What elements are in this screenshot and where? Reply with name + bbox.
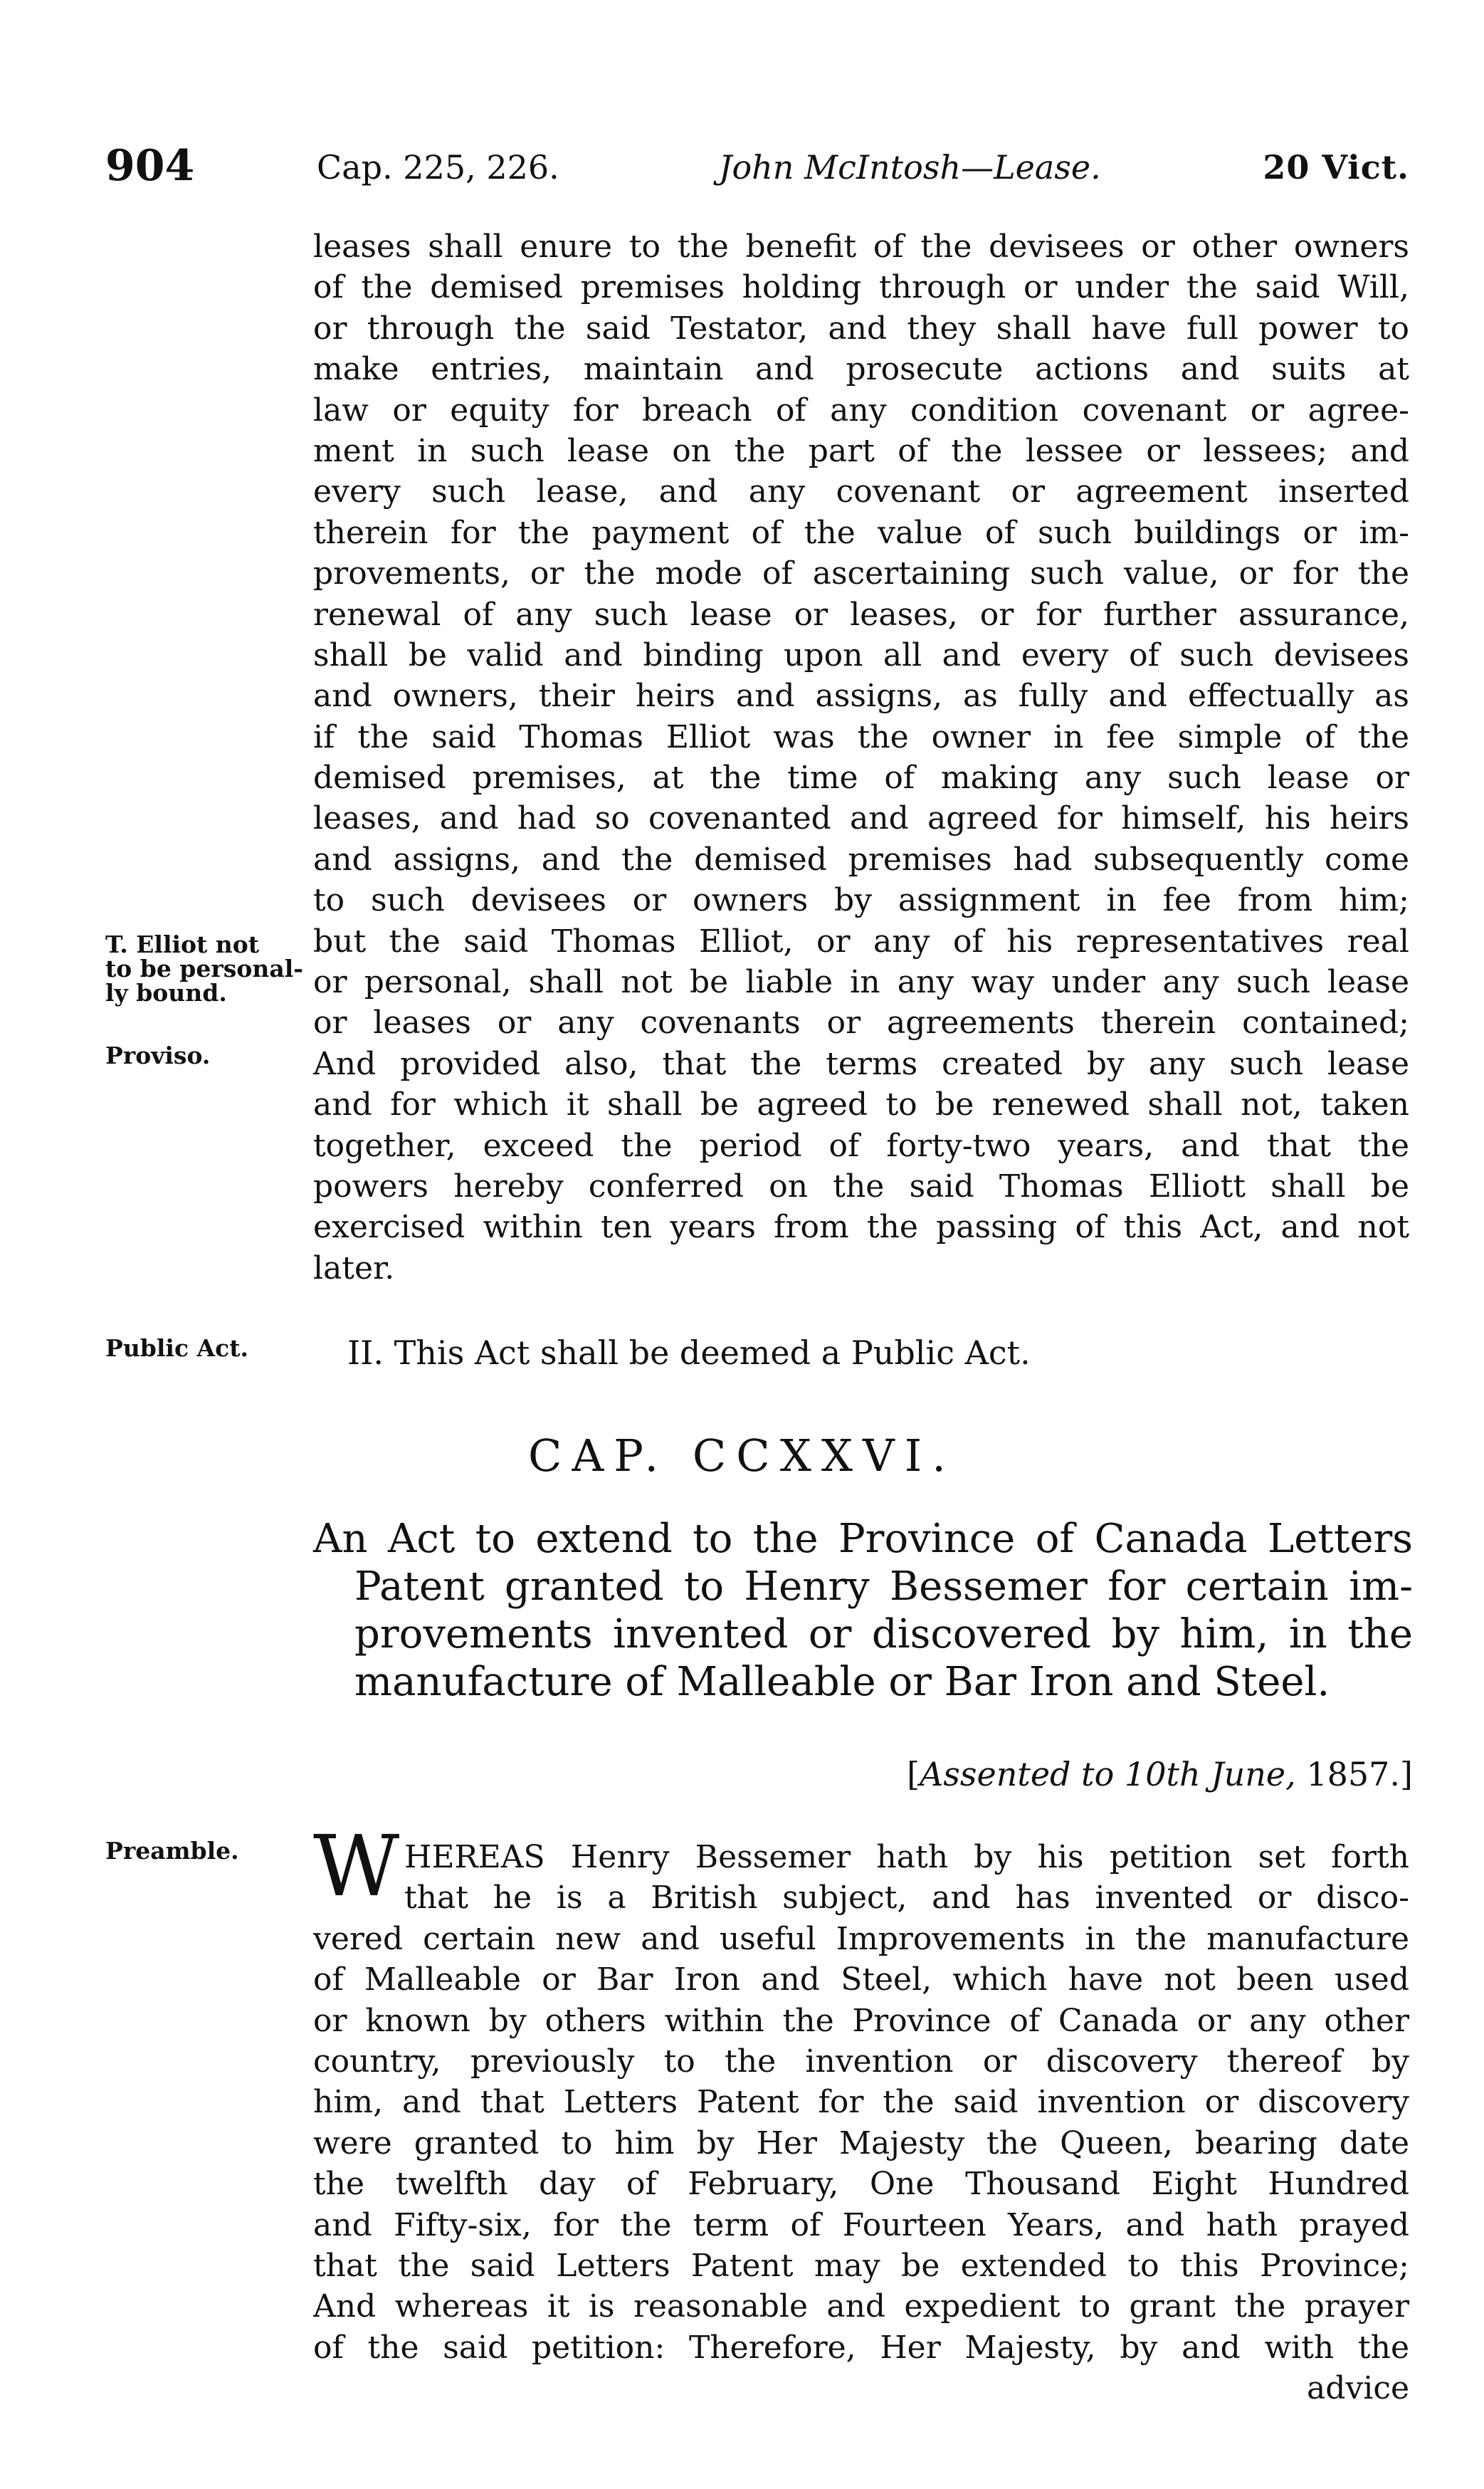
margin-note-line: ly bound. (105, 979, 227, 1007)
act-title-line: provements invented or discovered by him, in the (354, 1611, 1413, 1657)
text-line: of the said petition: Therefore, Her Majesty, by and with the (313, 2329, 1409, 2366)
text-line: were granted to him by Her Majesty the Queen, bearing date (313, 2124, 1409, 2162)
act-title-line: An Act to extend to the Province of Canada Letters (313, 1516, 1413, 1562)
act-title-line: Patent granted to Henry Bessemer for certain im- (354, 1563, 1413, 1610)
text-line: the twelfth day of February, One Thousand Eight Hundred (313, 2166, 1409, 2203)
catchword: advice (1306, 2370, 1409, 2407)
text-line: of the demised premises holding through or under the said Will, (313, 269, 1409, 306)
text-line: and assigns, and the demised premises had subsequently come (313, 841, 1409, 878)
margin-note-public-act: Public Act. (105, 1334, 248, 1362)
act-title-line: manufacture of Malleable or Bar Iron and Steel. (354, 1659, 1330, 1705)
text-line: And provided also, that the terms created by any such lease (313, 1045, 1409, 1082)
text-line: leases, and had so covenanted and agreed for himself, his heirs (313, 800, 1409, 837)
text-line: later. (313, 1249, 395, 1287)
margin-note-proviso: Proviso. (105, 1042, 211, 1069)
text-line: together, exceed the period of forty-two years, and that the (313, 1127, 1409, 1164)
margin-note-elliot (105, 931, 303, 1007)
text-line: of Malleable or Bar Iron and Steel, which have not been used (313, 1961, 1409, 1998)
text-line: make entries, maintain and prosecute actions and suits at (313, 351, 1409, 388)
text-line: him, and that Letters Patent for the said invention or discovery (313, 2084, 1409, 2121)
text-line: renewal of any such lease or leases, or for further assurance, (313, 596, 1409, 633)
text-line: to such devisees or owners by assignment in fee from him; (313, 882, 1409, 919)
section-two: II. This Act shall be deemed a Public Act. (347, 1333, 1031, 1372)
text-line: provements, or the mode of ascertaining such value, or for the (313, 555, 1409, 592)
text-line: country, previously to the invention or discovery thereof by (313, 2043, 1409, 2080)
text-line: but the said Thomas Elliot, or any of his representatives real (313, 923, 1409, 960)
text-line: leases shall enure to the benefit of the devisees or other owners (313, 229, 1409, 265)
assent-year: 1857.] (1295, 1755, 1413, 1793)
page-number: 904 (105, 141, 195, 191)
text-line: or personal, shall not be liable in any way under any such lease (313, 964, 1409, 1001)
assent-text: Assented to 10th June, (920, 1755, 1296, 1793)
text-line: and owners, their heirs and assigns, as fully and effectually as (313, 678, 1409, 715)
text-line: that he is a British subject, and has invented or disco- (404, 1880, 1409, 1917)
text-line: that the said Letters Patent may be extended to this Province; (313, 2247, 1409, 2284)
text-line: if the said Thomas Elliot was the owner in fee simple of the (313, 718, 1409, 755)
running-title: John McIntosh—Lease. (719, 148, 1101, 187)
act-title (313, 1515, 1413, 1706)
margin-note-preamble: Preamble. (105, 1837, 239, 1865)
text-line: demised premises, at the time of making any such lease or (313, 760, 1409, 797)
text-line: and for which it shall be agreed to be renewed shall not, taken (313, 1086, 1409, 1123)
text-line: ment in such lease on the part of the lessee or lessees; and (313, 432, 1409, 469)
text-line: therein for the payment of the value of such buildings or im- (313, 514, 1409, 551)
text-line: exercised within ten years from the passing of this Act, and not (313, 1209, 1409, 1246)
text-line: And whereas it is reasonable and expedient to grant the prayer (313, 2288, 1409, 2325)
margin-note-line: to be personal- (105, 955, 303, 983)
assent-open: [ (907, 1755, 920, 1793)
drop-cap: W (313, 1817, 400, 1915)
running-header (0, 141, 1484, 198)
text-line: shall be valid and binding upon all and every of such devisees (313, 636, 1409, 674)
text-line: HEREAS Henry Bessemer hath by his petition set forth (404, 1839, 1409, 1875)
regnal-year: 20 Vict. (1263, 148, 1409, 187)
text-line: or through the said Testator, and they shall have full power to (313, 310, 1409, 347)
continuation-paragraph (313, 226, 1409, 1289)
preamble-paragraph (313, 1837, 1409, 2409)
text-line: vered certain new and useful Improvements in the manufacture (313, 1920, 1409, 1957)
text-line: or leases or any covenants or agreements therein contained; (313, 1005, 1409, 1042)
text-line: law or equity for breach of any condition covenant or agree- (313, 392, 1409, 429)
text-line: every such lease, and any covenant or agreement inserted (313, 473, 1409, 510)
margin-note-line: T. Elliot not (105, 931, 260, 958)
text-line: and Fifty-six, for the term of Fourteen Years, and hath prayed (313, 2206, 1409, 2243)
chapter-heading: CAP. CCXXVI. (528, 1430, 956, 1482)
text-line: or known by others within the Province of Canada or any other (313, 2002, 1409, 2039)
text-line: powers hereby conferred on the said Thomas Elliott shall be (313, 1168, 1409, 1205)
assent-date (907, 1755, 1413, 1793)
chapter-reference: Cap. 225, 226. (317, 148, 559, 187)
